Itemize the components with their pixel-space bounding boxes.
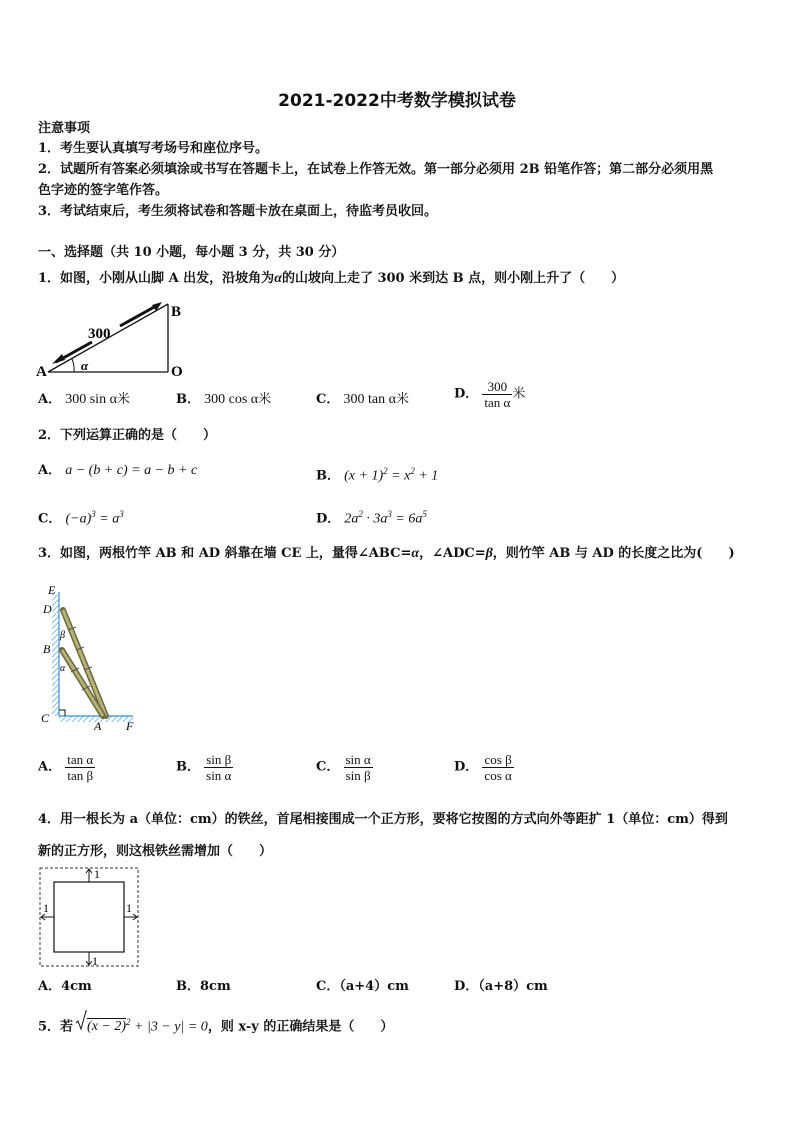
q1-option-c-unit: 米 <box>395 392 409 407</box>
q1-option-d-fraction <box>482 379 512 410</box>
q1-fig-300: 300 <box>88 326 111 342</box>
radical-sign-icon <box>75 1010 87 1032</box>
q3-option-d-denominator: cos α <box>484 768 512 783</box>
notice-heading: 注意事项 <box>38 121 91 136</box>
q2-option-a-expr: a − (b + c) = a − b + c <box>65 463 198 478</box>
q1-option-b-unit: 米 <box>258 392 272 407</box>
q2-option-b-expr-3: + 1 <box>414 468 439 484</box>
q2-option-d-label: D． <box>316 511 341 527</box>
q1-stem-rest: 的山坡向上走了 300 米到达 B 点，则小刚上升了（ ） <box>281 271 625 286</box>
q3-stem-alpha: α <box>411 546 420 561</box>
q4-square-figure <box>38 866 142 970</box>
q3-option-b-numerator: sin β <box>204 752 233 768</box>
q3-option-d-numerator: cos β <box>482 752 513 768</box>
q2-option-a-label: A． <box>38 463 62 478</box>
q1-option-c-value: 300 tan α <box>343 392 396 407</box>
q4-stem-line-2: 新的正方形，则这根铁丝需增加（ ） <box>38 844 273 859</box>
q3-fig-F: F <box>126 719 134 732</box>
q2-option-d-sup3: 5 <box>422 509 427 519</box>
q1-option-d-label: D． <box>454 386 479 402</box>
q1-stem-text: 1．如图，小刚从山脚 A 出发，沿坡角为 <box>38 271 275 286</box>
q4-option-b: B．8cm <box>176 979 231 994</box>
q3-bamboo-figure <box>38 580 142 732</box>
q1-option-d-unit: 米 <box>512 386 526 402</box>
q1-option-d-numerator: 300 <box>482 379 512 395</box>
q3-option-d-label: D． <box>454 759 479 775</box>
q5-stem-2: ，则 x-y 的正确结果是（ ） <box>207 1019 394 1035</box>
q5-expression <box>75 1012 208 1037</box>
q2-option-d-expr-3: = 6a <box>391 511 423 527</box>
q2-stem: 2．下列运算正确的是（ ） <box>38 428 217 443</box>
q1-option-b <box>176 390 271 410</box>
q3-fig-A: A <box>94 719 102 732</box>
q4-fig-top-label: 1 <box>94 867 100 881</box>
q4-fig-left-label: 1 <box>43 901 49 915</box>
q2-option-d-sup2: 3 <box>387 509 392 519</box>
q2-option-b-sup2: 2 <box>410 466 415 476</box>
page-title: 2021-2022中考数学模拟试卷 <box>278 91 516 111</box>
q1-option-d-denominator: tan α <box>484 395 511 410</box>
q4-fig-right-label: 1 <box>126 901 132 915</box>
notice-item-2-cont: 色字迹的签字笔作答。 <box>38 183 169 198</box>
q3-stem-1: 3．如图，两根竹竿 AB 和 AD 斜靠在墙 CE 上，量得∠ABC= <box>38 546 412 561</box>
q1-option-c-label: C． <box>316 392 340 407</box>
q5-expr-sup: 2 <box>126 1017 131 1027</box>
q3-fig-alpha: α <box>60 663 66 674</box>
notice-item-3: 3．考试结束后，考生须将试卷和答题卡放在桌面上，待监考员收回。 <box>38 204 438 219</box>
q4-stem-line-1: 4．用一根长为 a（单位：cm）的铁丝，首尾相接围成一个正方形，要将它按图的方式向外等距扩 1（单位：cm）得到 <box>38 812 728 827</box>
q3-option-a <box>38 752 95 783</box>
q3-option-c <box>316 752 373 783</box>
q1-fig-O: O <box>171 364 183 378</box>
q2-option-a <box>38 461 197 481</box>
q1-option-c <box>316 390 409 410</box>
q1-fig-A: A <box>36 364 47 378</box>
q3-option-b-label: B． <box>176 759 200 775</box>
q3-fig-B: B <box>43 642 51 656</box>
q3-option-b-fraction <box>204 752 233 783</box>
q2-option-c-label: C． <box>38 511 62 527</box>
q2-option-d-expr-1: 2a <box>344 511 359 527</box>
q5-stem-1: 5．若 <box>38 1019 74 1035</box>
q2-option-d-sup: 2 <box>358 509 363 519</box>
q3-option-a-label: A． <box>38 759 62 775</box>
q2-option-d-expr-2: · 3a <box>362 511 388 527</box>
q1-fig-B: B <box>171 304 182 320</box>
q1-option-a-value: 300 sin α <box>65 392 117 407</box>
q5-expr-rest: + |3 − y| = 0 <box>130 1019 208 1035</box>
q1-option-d <box>454 379 525 410</box>
q1-stem <box>38 269 624 289</box>
notice-item-2: 2．试题所有答案必须填涂或书写在答题卡上，在试卷上作答无效。第一部分必须用 2B 铅笔作答；第二部分必须用黑 <box>38 162 714 177</box>
q3-fig-C: C <box>41 711 50 725</box>
q2-option-b-expr-2: = x <box>387 468 411 484</box>
notice-item-1: 1．考生要认真填写考场号和座位序号。 <box>38 141 269 156</box>
q3-fig-D: D <box>43 602 52 616</box>
q3-stem-3: ，则竹竿 AB 与 AD 的长度之比为( ) <box>492 546 735 561</box>
q5-stem <box>38 1012 393 1037</box>
q1-fig-alpha: α <box>81 358 89 373</box>
q3-option-a-numerator: tan α <box>67 752 94 767</box>
q4-option-a: A．4cm <box>38 979 92 994</box>
q3-option-c-fraction <box>344 752 373 783</box>
q3-option-b <box>176 752 233 783</box>
q3-stem-2: ，∠ADC= <box>419 546 486 561</box>
q2-option-c <box>38 504 124 529</box>
q2-option-b-expr-1: (x + 1) <box>344 468 384 484</box>
q3-stem-beta: β <box>485 546 493 561</box>
q2-option-c-sup2: 3 <box>119 509 124 519</box>
q2-option-c-expr-2: = a <box>95 511 120 527</box>
q1-option-b-value: 300 cos α <box>204 392 259 407</box>
q5-expr-radicand: (x − 2) <box>87 1019 127 1035</box>
section-heading: 一、选择题（共 10 小题，每小题 3 分，共 30 分） <box>38 245 345 260</box>
q3-option-a-denominator: tan β <box>67 768 94 783</box>
q2-option-d <box>316 504 427 529</box>
q3-option-a-fraction <box>65 752 95 783</box>
q3-fig-E: E <box>48 583 56 597</box>
q4-fig-bottom-label: 1 <box>92 954 98 968</box>
q3-fig-beta: β <box>60 630 65 641</box>
q1-option-a <box>38 390 130 410</box>
q3-stem <box>38 544 735 564</box>
q3-option-d <box>454 752 514 783</box>
q2-option-b-sup: 2 <box>383 466 388 476</box>
q2-option-c-expr-1: (−a) <box>65 511 92 527</box>
q1-option-a-label: A． <box>38 392 62 407</box>
q3-option-d-fraction <box>482 752 513 783</box>
q2-option-b <box>316 461 438 486</box>
q4-option-d: D．（a+8）cm <box>454 979 548 994</box>
q1-option-a-unit: 米 <box>116 392 130 407</box>
q3-option-c-label: C． <box>316 759 340 775</box>
q2-option-c-sup: 3 <box>91 509 96 519</box>
q3-option-b-denominator: sin α <box>206 768 232 783</box>
q3-option-c-denominator: sin β <box>345 768 371 783</box>
q2-option-b-label: B． <box>316 468 340 484</box>
q1-slope-figure <box>34 298 194 378</box>
q3-option-c-numerator: sin α <box>345 752 371 767</box>
q1-stem-alpha: α <box>274 271 282 286</box>
q4-option-c: C．（a+4）cm <box>316 979 409 994</box>
q1-option-b-label: B． <box>176 392 200 407</box>
